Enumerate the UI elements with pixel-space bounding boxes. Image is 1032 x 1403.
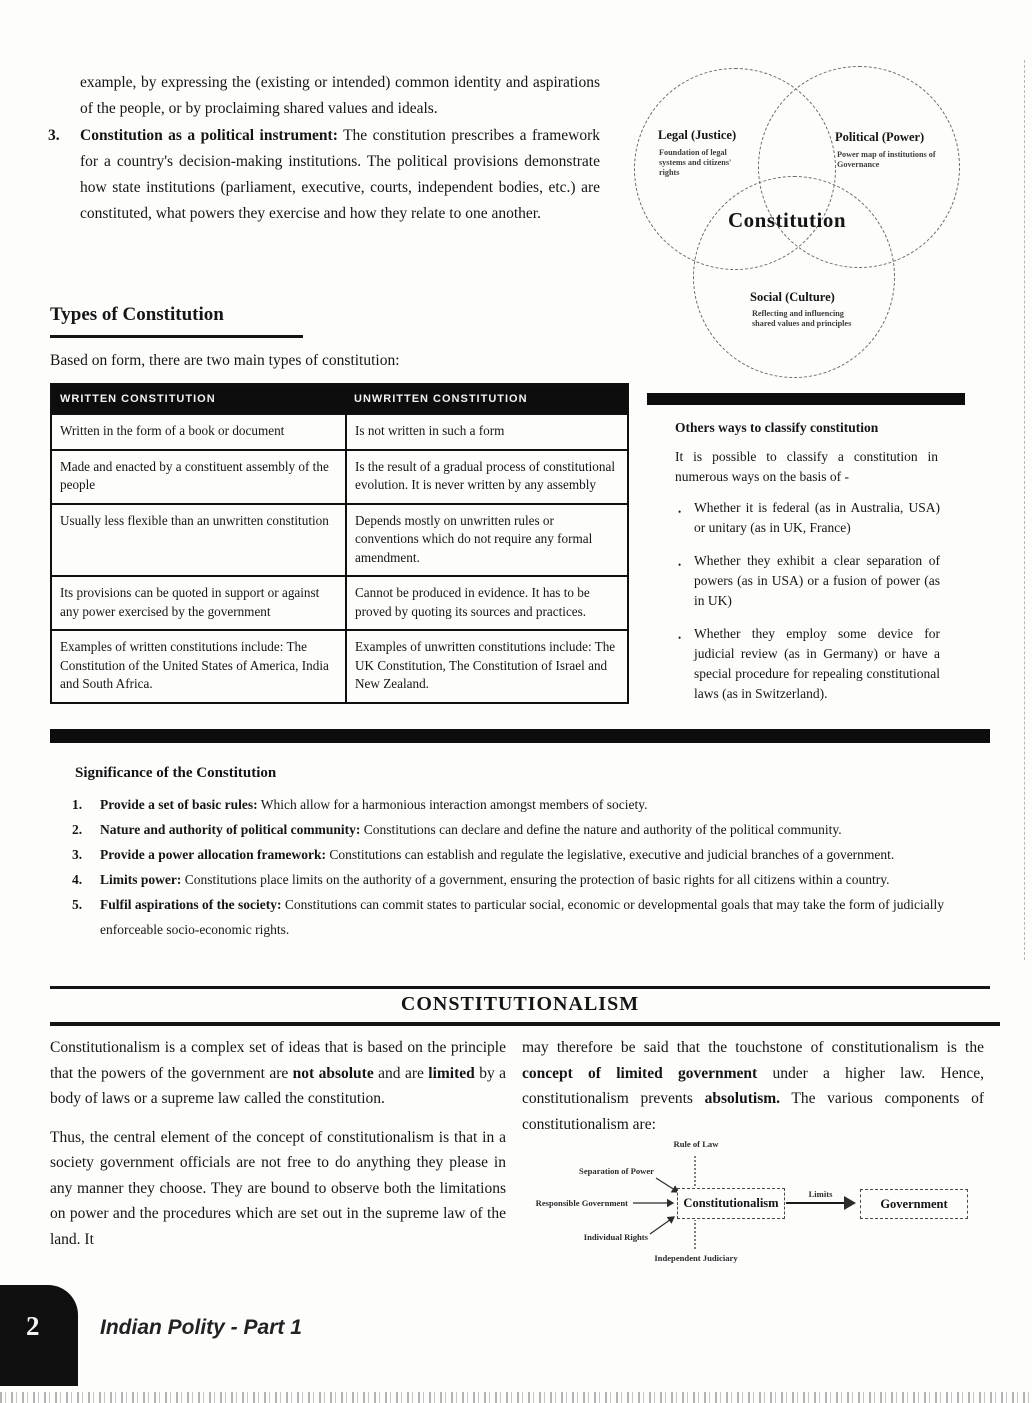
page-number: 2 <box>26 1311 40 1341</box>
sidebar-bullet <box>678 498 940 538</box>
table-row <box>51 504 628 577</box>
unwritten-cell: Depends mostly on unwritten rules or conventions which do not require any formal amendment. <box>346 504 628 577</box>
table-row <box>51 630 628 703</box>
item-body: Which allow for a harmonious interaction amongst members of society. <box>257 797 648 812</box>
separation-of-power-label: Separation of Power <box>579 1166 654 1176</box>
bullet-text: Whether they exhibit a clear separation of powers (as in USA) or a fusion of power (as in UK) <box>694 553 940 608</box>
constitutionalism-left-column <box>50 1035 506 1265</box>
item-number: 5. <box>72 897 83 912</box>
constitutionalism-top-rule <box>50 986 990 989</box>
written-cell: Made and enacted by a constituent assembly of the people <box>51 450 346 504</box>
text-run: and are <box>373 1064 429 1082</box>
unwritten-cell: Is the result of a gradual process of constitutional evolution. It is never written by any assembly <box>346 450 628 504</box>
footer-title: Indian Polity - Part 1 <box>100 1316 302 1339</box>
written-column-header: WRITTEN CONSTITUTION <box>51 384 346 414</box>
item-text <box>100 892 965 942</box>
item-lead: Fulfil aspirations of the society: <box>100 897 282 912</box>
responsible-government-label: Responsible Government <box>535 1198 628 1208</box>
item-text <box>100 867 889 892</box>
section-divider-band <box>50 729 990 743</box>
venn-circle-social <box>693 176 895 378</box>
item-lead: Provide a set of basic rules: <box>100 797 258 812</box>
significance-item <box>72 792 965 817</box>
significance-item <box>72 817 965 842</box>
unwritten-cell: Cannot be produced in evidence. It has to be proved by quoting its sources and practices. <box>346 576 628 630</box>
significance-item <box>72 842 965 867</box>
item-text <box>100 792 648 817</box>
item-body: Constitutions place limits on the authority of a government, ensuring the protection of basic rights for all citizens within a country. <box>181 872 890 887</box>
sidebar-intro: It is possible to classify a constitution in numerous ways on the basis of - <box>675 449 938 484</box>
unwritten-cell: Examples of unwritten constitutions include: The UK Constitution, The Constitution of Israel and New Zealand. <box>346 630 628 703</box>
item-lead: Nature and authority of political community: <box>100 822 361 837</box>
government-box: Government <box>860 1189 968 1219</box>
item-number: 3. <box>72 847 83 862</box>
independent-judiciary-label: Independent Judiciary <box>654 1253 738 1263</box>
written-cell: Written in the form of a book or document <box>51 414 346 450</box>
venn-political-subtext: Power map of institutions of Governance <box>837 150 936 169</box>
page-number-tab <box>0 1285 78 1386</box>
left-paragraph-1 <box>50 1035 506 1112</box>
table-row <box>51 450 628 504</box>
table-header-row <box>51 384 628 414</box>
table-row <box>51 576 628 630</box>
venn-social-subtext: Reflecting and influencing shared values and principles <box>752 309 852 328</box>
sidebar-top-bar <box>647 393 965 405</box>
written-cell: Usually less flexible than an unwritten constitution <box>51 504 346 577</box>
sidebar-bullet-list <box>678 498 940 717</box>
significance-list <box>72 792 965 942</box>
types-heading-rule <box>50 335 303 338</box>
bullet-text: Whether they employ some device for judicial review (as in Germany) or have a special procedure for repealing constitutional laws (as in Switzerland). <box>694 626 940 701</box>
rule-of-law-label: Rule of Law <box>673 1139 719 1149</box>
bullet-text: Whether it is federal (as in Australia, USA) or unitary (as in UK, France) <box>694 500 940 535</box>
item-number: 1. <box>72 797 83 812</box>
right-paragraph-1 <box>522 1035 984 1137</box>
constitution-types-table <box>50 383 629 704</box>
written-cell: Examples of written constitutions include: The Constitution of the United States of America, India and South Africa. <box>51 630 346 703</box>
list-item-3 <box>48 123 600 227</box>
sidebar-bullet <box>678 551 940 611</box>
bullet-icon: • <box>678 507 682 517</box>
text-run: Constitutionalism is a complex set of ideas that is based on the principle that the powers of the government are <box>50 1039 506 1082</box>
types-heading: Types of Constitution <box>50 304 224 325</box>
venn-political-title: Political (Power) <box>835 130 925 144</box>
bullet-icon: • <box>678 560 682 570</box>
item-body: Constitutions can commit states to particular social, economic or developmental goals that may take the form of judicially enforceable socio-economic rights. <box>100 897 944 937</box>
item-number: 4. <box>72 872 83 887</box>
list-item-text: The constitution prescribes a framework for a country's decision-making institutions. The political provisions demonstrate how state institutions (parliament, executive, courts, independent bodies, etc.) are constituted, what powers they exercise and how they relate to one another. <box>80 127 601 222</box>
constitutionalism-box: Constitutionalism <box>677 1188 785 1219</box>
written-cell: Its provisions can be quoted in support or against any power exercised by the government <box>51 576 346 630</box>
constitutionalism-flow-diagram <box>520 1136 990 1281</box>
sidebar-bullet <box>678 624 940 704</box>
types-intro: Based on form, there are two main types of constitution: <box>50 352 400 369</box>
item-text <box>100 817 842 842</box>
significance-heading: Significance of the Constitution <box>75 765 277 781</box>
item-body: Constitutions can declare and define the nature and authority of the political community. <box>360 822 842 837</box>
text-run: may therefore be said that the touchstone of constitutionalism is the <box>522 1039 984 1056</box>
item-text <box>100 842 894 867</box>
venn-legal-title: Legal (Justice) <box>658 128 737 142</box>
scan-noise-strip <box>0 1392 1032 1403</box>
item-lead: Provide a power allocation framework: <box>100 847 326 862</box>
constitutionalism-bottom-rule <box>50 1022 1000 1026</box>
text-run: The various components of constitutionalism are: <box>522 1090 984 1133</box>
constitution-venn-diagram <box>632 60 1012 378</box>
list-item-body <box>80 123 600 227</box>
item-body: Constitutions can establish and regulate the legislative, executive and judicial branches of a government. <box>325 847 895 862</box>
venn-social-title: Social (Culture) <box>750 290 835 304</box>
constitutionalism-right-column <box>522 1035 984 1150</box>
intro-paragraph: example, by expressing the (existing or intended) common identity and aspirations of the people, or by proclaiming shared values and ideals. <box>80 74 600 117</box>
unwritten-column-header: UNWRITTEN CONSTITUTION <box>346 384 628 414</box>
text-run: under a higher law. Hence, constitutionalism prevents <box>522 1064 984 1107</box>
bold-run: limited <box>428 1064 475 1082</box>
list-item-lead: Constitution as a political instrument: <box>80 127 338 144</box>
bold-run: absolutism. <box>704 1090 781 1107</box>
venn-legal-subtext: Foundation of legal systems and citizens' rights <box>659 148 732 177</box>
intro-section <box>48 70 600 227</box>
list-item-number: 3. <box>48 127 60 144</box>
bullet-icon: • <box>678 633 682 643</box>
bold-run: concept of limited government <box>522 1064 758 1082</box>
individual-rights-label: Individual Rights <box>583 1232 648 1242</box>
constitutionalism-heading: CONSTITUTIONALISM <box>400 993 640 1015</box>
sidebar-heading: Others ways to classify constitution <box>675 420 879 435</box>
table-row <box>51 414 628 450</box>
bold-run: not absolute <box>292 1064 374 1082</box>
scan-edge-artifact <box>1024 60 1025 960</box>
left-paragraph-2: Thus, the central element of the concept of constitutionalism is that in a society government officials are not free to do anything they please in any manner they choose. They are bound to observe both the limitations on power and the procedures which are set out in the supreme law of the land. It <box>50 1128 506 1248</box>
limits-label: Limits <box>808 1189 833 1199</box>
item-lead: Limits power: <box>100 872 182 887</box>
significance-item <box>72 867 965 892</box>
text-run: by a body of laws or a supreme law called the constitution. <box>50 1064 506 1107</box>
significance-item <box>72 892 965 942</box>
venn-center-label: Constitution <box>728 208 847 232</box>
item-number: 2. <box>72 822 83 837</box>
unwritten-cell: Is not written in such a form <box>346 414 628 450</box>
